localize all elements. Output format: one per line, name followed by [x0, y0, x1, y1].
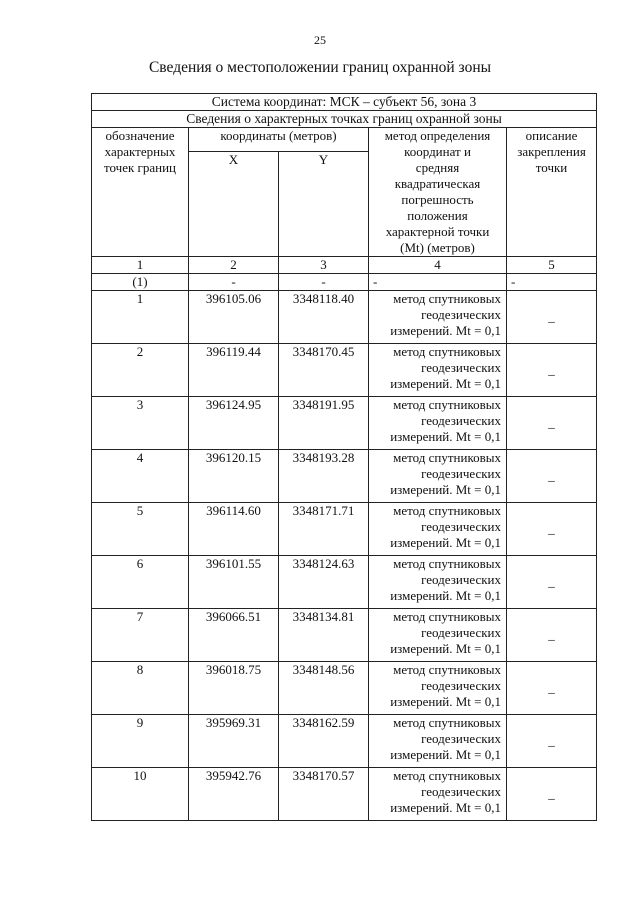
table-row [92, 715, 597, 768]
cell-method-line: метод спутниковых [393, 344, 501, 359]
column-header-method-line: (Mt) (метров) [400, 240, 475, 255]
column-header-point-line: обозначение [105, 128, 175, 143]
cell-y: 3348162.59 [279, 715, 369, 768]
cell-point: 6 [92, 556, 189, 609]
cell-y: 3348193.28 [279, 450, 369, 503]
cell-point: 8 [92, 662, 189, 715]
page-number: 25 [314, 33, 326, 47]
column-header-description-line: закрепления [517, 144, 586, 159]
cell-method-line: метод спутниковых [393, 397, 501, 412]
cell-method-line: измерений. Mt = 0,1 [390, 323, 501, 338]
column-header-method-line: погрешность [401, 192, 474, 207]
cell-description: _ [507, 609, 597, 662]
cell-point: 2 [92, 344, 189, 397]
table-row [92, 556, 597, 609]
cell-x: 396101.55 [189, 556, 279, 609]
cell-x: 396124.95 [189, 397, 279, 450]
cell-description: _ [507, 768, 597, 821]
table-system-row [92, 94, 597, 111]
cell-point: 5 [92, 503, 189, 556]
column-numbers-row [92, 257, 597, 274]
cell-description: _ [507, 556, 597, 609]
cell-method-line: измерений. Mt = 0,1 [390, 535, 501, 550]
cell-description: _ [507, 291, 597, 344]
cell-method-line: геодезических [421, 784, 501, 799]
cell-x: 395969.31 [189, 715, 279, 768]
cell-method [369, 609, 507, 662]
cell-method [369, 503, 507, 556]
column-number: 2 [189, 257, 279, 274]
cell-method [369, 662, 507, 715]
cell-y: 3348148.56 [279, 662, 369, 715]
cell-method-line: метод спутниковых [393, 556, 501, 571]
column-header-point-line: характерных [104, 144, 176, 159]
cell-method-line: геодезических [421, 678, 501, 693]
cell-x: 395942.76 [189, 768, 279, 821]
coordinates-table [91, 93, 597, 821]
cell-method-line: метод спутниковых [393, 503, 501, 518]
column-header-method-line: координат и [404, 144, 471, 159]
column-header-x: X [189, 152, 279, 257]
cell-method-line: геодезических [421, 360, 501, 375]
cell-x: 396120.15 [189, 450, 279, 503]
cell-description: - [507, 274, 597, 291]
cell-method [369, 768, 507, 821]
cell-description: _ [507, 344, 597, 397]
cell-method-line: измерений. Mt = 0,1 [390, 747, 501, 762]
cell-method-line: измерений. Mt = 0,1 [390, 588, 501, 603]
column-header-method-line: квадратическая [394, 176, 481, 191]
cell-point: 10 [92, 768, 189, 821]
table-row [92, 397, 597, 450]
cell-method-line: метод спутниковых [393, 291, 501, 306]
cell-method [369, 450, 507, 503]
column-header-method-line: положения [407, 208, 468, 223]
column-number: 3 [279, 257, 369, 274]
column-header-point-line: точек границ [103, 160, 177, 175]
cell-method-line: геодезических [421, 413, 501, 428]
table-row [92, 450, 597, 503]
cell-y: 3348170.45 [279, 344, 369, 397]
column-number: 1 [92, 257, 189, 274]
cell-y: - [279, 274, 369, 291]
table-row [92, 503, 597, 556]
points-info-header: Сведения о характерных точках границ охранной зоны [92, 111, 597, 128]
cell-description: _ [507, 397, 597, 450]
cell-y: 3348191.95 [279, 397, 369, 450]
cell-point: (1) [92, 274, 189, 291]
cell-description: _ [507, 503, 597, 556]
cell-y: 3348171.71 [279, 503, 369, 556]
column-header-description [507, 128, 597, 257]
coordinate-system-header: Система координат: МСК – субъект 56, зона 3 [92, 94, 597, 111]
table-row [92, 609, 597, 662]
cell-description: _ [507, 715, 597, 768]
document-title: Сведения о местоположении границ охранной зоны [148, 59, 492, 76]
column-header-method-line: метод определения [384, 128, 491, 143]
table-row [92, 291, 597, 344]
column-number: 4 [369, 257, 507, 274]
cell-method-line: метод спутниковых [393, 609, 501, 624]
cell-x: 396105.06 [189, 291, 279, 344]
cell-method [369, 715, 507, 768]
cell-method-line: геодезических [421, 625, 501, 640]
cell-method-line: измерений. Mt = 0,1 [390, 641, 501, 656]
cell-method-line: измерений. Mt = 0,1 [390, 376, 501, 391]
cell-method-line: измерений. Mt = 0,1 [390, 482, 501, 497]
cell-method-line: геодезических [421, 307, 501, 322]
cell-y: 3348118.40 [279, 291, 369, 344]
column-header-y: Y [279, 152, 369, 257]
cell-method-line: метод спутниковых [393, 662, 501, 677]
cell-x: 396066.51 [189, 609, 279, 662]
column-number: 5 [507, 257, 597, 274]
cell-method-line: геодезических [421, 519, 501, 534]
column-header-point [92, 128, 189, 257]
cell-description: _ [507, 662, 597, 715]
cell-method [369, 556, 507, 609]
cell-method [369, 291, 507, 344]
cell-method-line: геодезических [421, 731, 501, 746]
table-row [92, 662, 597, 715]
cell-x: - [189, 274, 279, 291]
cell-method-line: измерений. Mt = 0,1 [390, 800, 501, 815]
cell-description: _ [507, 450, 597, 503]
cell-y: 3348170.57 [279, 768, 369, 821]
cell-method-line: метод спутниковых [393, 450, 501, 465]
cell-method-line: измерений. Mt = 0,1 [390, 694, 501, 709]
cell-point: 1 [92, 291, 189, 344]
cell-x: 396018.75 [189, 662, 279, 715]
table-info-row [92, 111, 597, 128]
table-row [92, 274, 597, 291]
table-row [92, 768, 597, 821]
cell-point: 9 [92, 715, 189, 768]
cell-point: 3 [92, 397, 189, 450]
cell-method-line: метод спутниковых [393, 715, 501, 730]
cell-method [369, 344, 507, 397]
cell-y: 3348124.63 [279, 556, 369, 609]
cell-method-line: измерений. Mt = 0,1 [390, 429, 501, 444]
column-header-description-line: описание [525, 128, 578, 143]
cell-method [369, 397, 507, 450]
column-header-coordinates: координаты (метров) [189, 128, 369, 152]
cell-y: 3348134.81 [279, 609, 369, 662]
cell-point: 4 [92, 450, 189, 503]
cell-x: 396114.60 [189, 503, 279, 556]
column-header-description-line: точки [535, 160, 568, 175]
cell-method-line: метод спутниковых [393, 768, 501, 783]
cell-method: - [369, 274, 507, 291]
cell-method-line: геодезических [421, 572, 501, 587]
table-row [92, 344, 597, 397]
column-header-method-line: средняя [415, 160, 460, 175]
cell-point: 7 [92, 609, 189, 662]
table-header-row [92, 128, 597, 152]
cell-x: 396119.44 [189, 344, 279, 397]
column-header-method-line: характерной точки [385, 224, 490, 239]
column-header-method [369, 128, 507, 257]
cell-method-line: геодезических [421, 466, 501, 481]
